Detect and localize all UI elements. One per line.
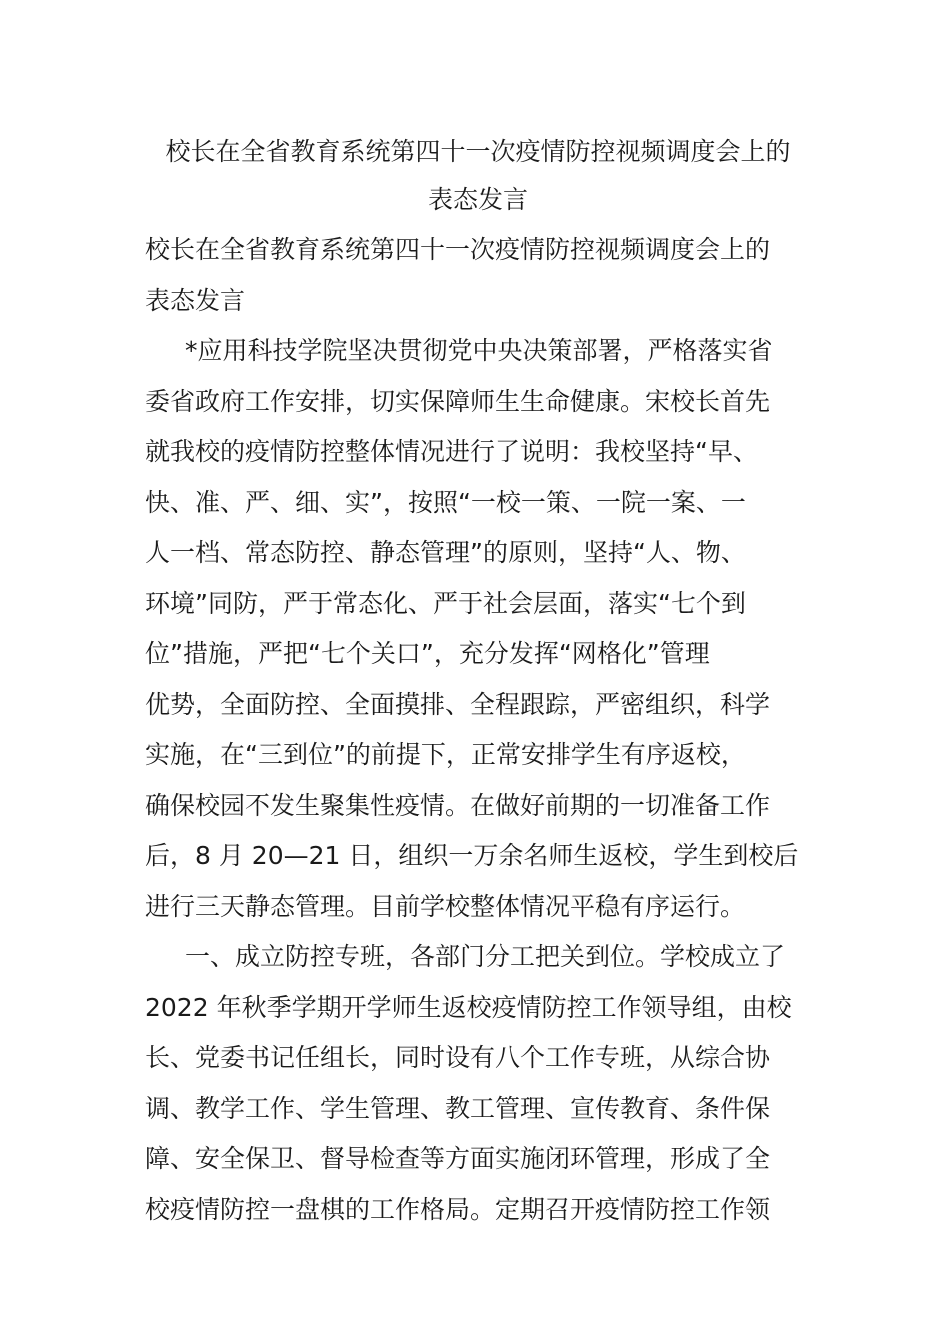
heading-line-2: 表态发言 [145, 285, 246, 315]
paragraph-1 [145, 326, 815, 932]
paragraph-2 [145, 932, 815, 1235]
paragraph-line: 调、教学工作、学生管理、教工管理、宣传教育、条件保 [145, 1093, 771, 1123]
document-body [145, 225, 815, 1235]
heading-line-1: 校长在全省教育系统第四十一次疫情防控视频调度会上的 [145, 235, 771, 264]
paragraph-line: 环境”同防，严于常态化、严于社会层面，落实“七个到 [145, 588, 746, 618]
title-line-1: 校长在全省教育系统第四十一次疫情防控视频调度会上的 [165, 137, 791, 166]
paragraph-line: 就我校的疫情防控整体情况进行了说明：我校坚持“早、 [145, 437, 758, 466]
paragraph-line: 位”措施，严把“七个关口”，充分发挥“网格化”管理 [145, 639, 710, 668]
paragraph-line: 障、安全保卫、督导检查等方面实施闭环管理，形成了全 [145, 1144, 771, 1173]
title-line-2: 表态发言 [427, 185, 528, 214]
paragraph-line: 快、准、严、细、实”，按照“一校一策、一院一案、一 [145, 487, 746, 517]
paragraph-line: 优势，全面防控、全面摸排、全程跟踪，严密组织，科学 [145, 689, 771, 719]
paragraph-line: 人一档、常态防控、静态管理”的原则，坚持“人、物、 [145, 538, 746, 567]
paragraph-line: 实施，在“三到位”的前提下，正常安排学生有序返校， [145, 740, 746, 769]
document-title [148, 128, 808, 224]
paragraph-line: 校疫情防控一盘棋的工作格局。定期召开疫情防控工作领 [145, 1194, 771, 1224]
paragraph-line: 进行三天静态管理。目前学校整体情况平稳有序运行。 [145, 891, 746, 921]
paragraph-line: *应用科技学院坚决贯彻党中央决策部署，严格落实省 [185, 336, 773, 365]
paragraph-line: 长、党委书记任组长，同时设有八个工作专班，从综合协 [145, 1043, 771, 1072]
paragraph-line: 后，8 月 20—21 日，组织一万余名师生返校，学生到校后 [145, 841, 799, 870]
paragraph-line: 一、成立防控专班，各部门分工把关到位。学校成立了 [185, 942, 786, 971]
paragraph-line: 确保校园不发生聚集性疫情。在做好前期的一切准备工作 [145, 790, 771, 820]
paragraph-line: 委省政府工作安排，切实保障师生生命健康。宋校长首先 [145, 386, 771, 416]
paragraph-line: 2022 年秋季学期开学师生返校疫情防控工作领导组，由校 [145, 992, 792, 1022]
